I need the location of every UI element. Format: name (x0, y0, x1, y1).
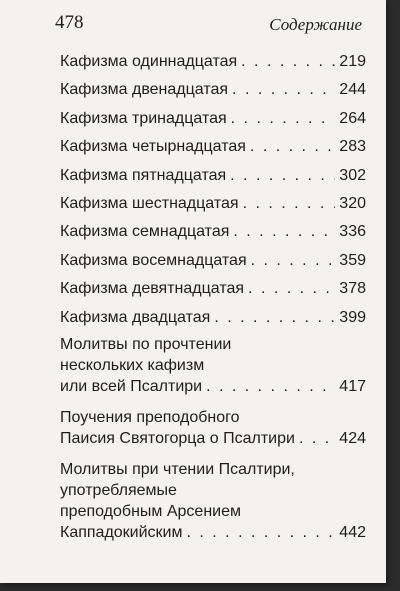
toc-entry-page: 442 (339, 523, 366, 541)
toc-entry[interactable] (60, 218, 366, 246)
toc-entry-page: 359 (339, 251, 366, 269)
dot-leader (251, 247, 336, 275)
toc-entry-title-line: Молитвы при чтении Псалтири, (60, 460, 295, 478)
toc-entry[interactable] (60, 304, 366, 332)
toc-entry-title: Кафизма одиннадцатая (60, 53, 238, 70)
toc-entry-title-line: или всей Псалтири (60, 377, 203, 395)
dot-leader (248, 275, 335, 303)
toc-entry-title: Кафизма девятнадцатая (60, 280, 245, 298)
dot-leader (241, 48, 335, 76)
toc-entry-title-line: Поучения преподобного (60, 408, 240, 426)
toc-entry-title-line: Молитвы по прочтении (60, 335, 232, 353)
toc-entry-page: 264 (339, 109, 366, 127)
toc-entry-page: 378 (339, 280, 366, 298)
dot-leader (230, 162, 335, 190)
toc-entry-title: Кафизма тринадцатая (60, 109, 227, 127)
toc-entry-title-line: преподобным Арсением (60, 502, 241, 520)
dot-leader (243, 190, 336, 218)
toc-entry-page: 399 (339, 308, 366, 326)
toc-entry-title: Кафизма шестнадцатая (60, 194, 239, 212)
toc-entry-prayers-arsenios[interactable] (60, 459, 366, 543)
dot-leader (206, 376, 335, 397)
toc-entry-page: 424 (339, 429, 366, 447)
toc-entry-page: 302 (339, 166, 366, 184)
toc-entry[interactable] (60, 190, 366, 218)
toc-entry[interactable] (60, 76, 366, 104)
toc-entry-title: Кафизма двадцатая (60, 308, 211, 326)
section-title: Содержание (269, 15, 362, 34)
toc-entry-page: 320 (339, 194, 366, 212)
toc-entry[interactable] (60, 162, 366, 190)
toc-entry-prayers-after-kathismas[interactable] (60, 334, 366, 397)
dot-leader (299, 428, 335, 449)
dot-leader (250, 133, 335, 161)
toc-entry-page: 417 (339, 377, 366, 395)
toc-entry[interactable] (60, 105, 366, 133)
toc-entry[interactable] (60, 247, 366, 275)
toc-entry-title: Кафизма двенадцатая (60, 81, 229, 99)
toc-entry-page: 283 (339, 138, 366, 156)
toc-entry-page: 244 (339, 81, 366, 99)
dot-leader (233, 218, 335, 246)
toc-entry-title-line: употребляемые (60, 481, 177, 499)
toc-entry-title: Кафизма четырнадцатая (60, 138, 246, 156)
page-number: 478 (55, 12, 84, 33)
toc-entry[interactable] (60, 275, 366, 303)
toc-entry-page: 336 (339, 223, 366, 241)
toc-entry-title: Кафизма пятнадцатая (60, 166, 227, 184)
toc-entry-title-line: Паисия Святогорца о Псалтири (60, 429, 295, 447)
table-of-contents (60, 48, 366, 553)
toc-entry-title: Кафизма семнадцатая (60, 223, 230, 241)
toc-entry-title-line: Каппадокийским (60, 523, 183, 541)
toc-entry-title-line: нескольких кафизм (60, 356, 205, 374)
dot-leader (214, 304, 335, 332)
toc-entry-teachings-paisios[interactable] (60, 407, 366, 449)
dot-leader (231, 105, 336, 133)
dot-leader (232, 76, 335, 104)
toc-entry-page: 219 (339, 53, 366, 70)
dot-leader (187, 522, 336, 543)
toc-entry[interactable] (60, 133, 366, 161)
toc-entry-title: Кафизма восемнадцатая (60, 251, 247, 269)
toc-entry[interactable] (60, 48, 366, 76)
